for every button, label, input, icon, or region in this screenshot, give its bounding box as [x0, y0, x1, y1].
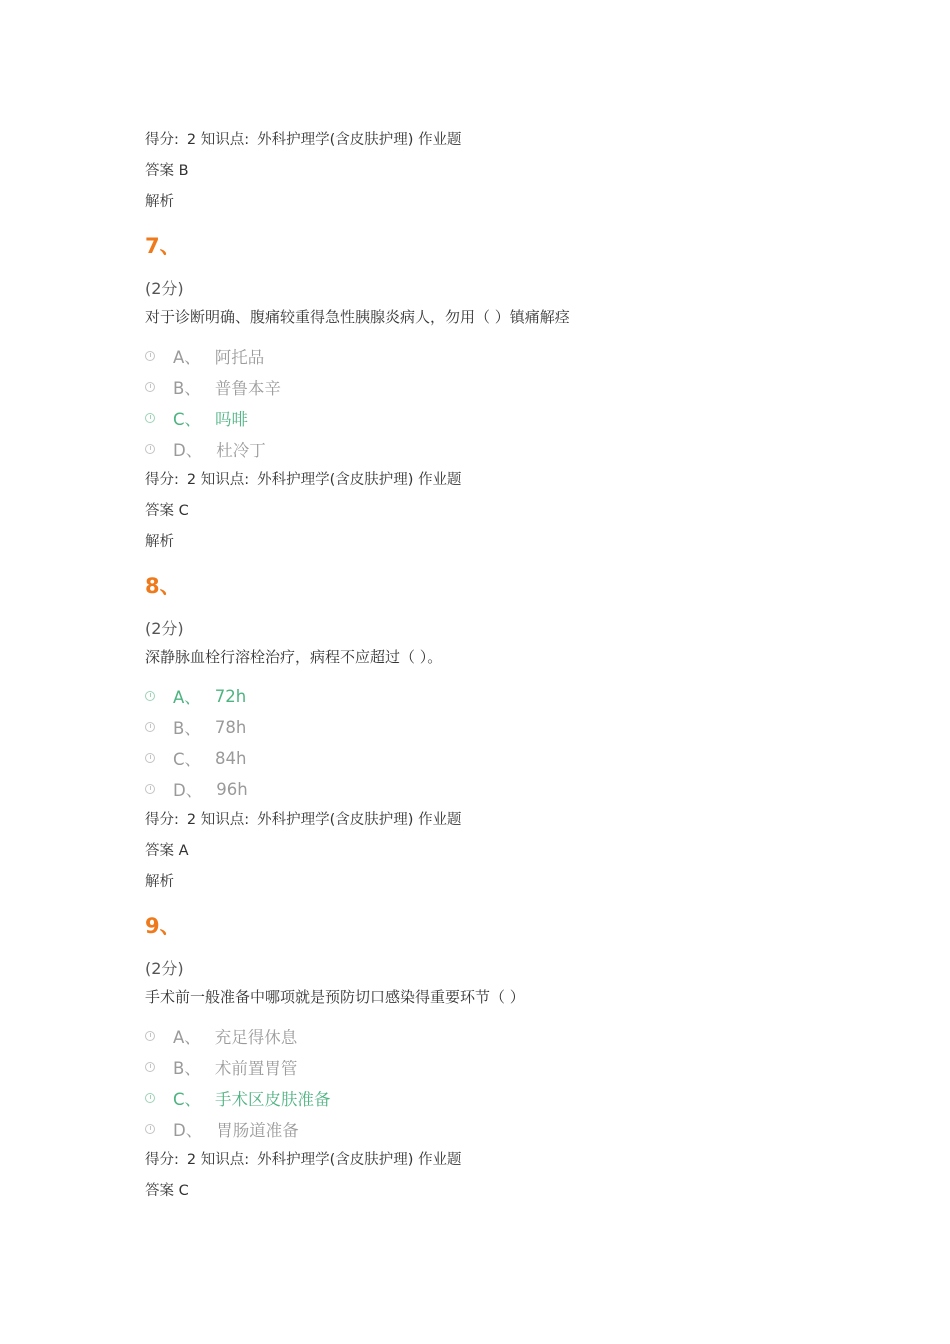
option-c[interactable] — [145, 746, 246, 770]
option-text: 72h — [214, 686, 247, 706]
answer-line: 答案 A — [145, 843, 189, 859]
knowledge-point-value: 外科护理学(含皮肤护理) — [257, 472, 414, 488]
analysis-label: 解析 — [145, 534, 174, 550]
knowledge-point-label: 知识点: — [200, 472, 250, 488]
score-line — [145, 808, 462, 829]
option-letter: A、 — [173, 348, 201, 367]
knowledge-point-value: 外科护理学(含皮肤护理) — [257, 812, 414, 828]
option-text: 84h — [215, 748, 247, 768]
question-type: 作业题 — [418, 132, 462, 148]
question-number: 9、 — [145, 914, 181, 938]
analysis-label: 解析 — [145, 194, 174, 210]
radio-icon[interactable] — [145, 1093, 155, 1103]
question-stem: 对于诊断明确、腹痛较重得急性胰腺炎病人，勿用（ ）镇痛解痉 — [145, 308, 570, 326]
option-a[interactable] — [145, 1024, 297, 1048]
radio-icon[interactable] — [145, 784, 155, 794]
option-letter: A、 — [173, 688, 201, 707]
radio-icon[interactable] — [145, 351, 155, 361]
knowledge-point-value: 外科护理学(含皮肤护理) — [257, 132, 414, 148]
score-label: 得分: — [145, 472, 179, 488]
radio-icon[interactable] — [145, 413, 155, 423]
option-a[interactable] — [145, 344, 264, 368]
option-letter: B、 — [173, 1059, 201, 1078]
option-letter: D、 — [173, 441, 203, 460]
answer-line: 答案 B — [145, 163, 189, 179]
score-value: 2 — [186, 1152, 197, 1168]
answer-line: 答案 C — [145, 1183, 189, 1199]
radio-icon[interactable] — [145, 691, 155, 701]
question-score: (2分) — [145, 619, 184, 638]
radio-icon[interactable] — [145, 1062, 155, 1072]
radio-icon[interactable] — [145, 1031, 155, 1041]
option-letter: D、 — [173, 1121, 203, 1140]
option-c-correct[interactable] — [145, 406, 248, 430]
option-text: 胃肠道准备 — [216, 1121, 299, 1140]
option-text: 充足得休息 — [214, 1028, 298, 1047]
option-a-correct[interactable] — [145, 684, 246, 708]
option-d[interactable] — [145, 1117, 299, 1141]
knowledge-point-label: 知识点: — [200, 812, 250, 828]
score-value: 2 — [186, 472, 197, 488]
score-value: 2 — [186, 132, 197, 148]
question-type: 作业题 — [418, 812, 462, 828]
option-text: 术前置胃管 — [214, 1059, 298, 1078]
option-letter: B、 — [173, 719, 201, 738]
score-label: 得分: — [145, 812, 179, 828]
score-line — [145, 468, 462, 489]
option-letter: A、 — [173, 1028, 201, 1047]
option-text: 96h — [216, 779, 248, 799]
radio-icon[interactable] — [145, 444, 155, 454]
score-label: 得分: — [145, 132, 179, 148]
radio-icon[interactable] — [145, 753, 155, 763]
question-type: 作业题 — [418, 472, 462, 488]
question-number: 8、 — [145, 574, 181, 598]
option-b[interactable] — [145, 1055, 297, 1079]
answer-line: 答案 C — [145, 503, 189, 519]
radio-icon[interactable] — [145, 382, 155, 392]
question-stem: 手术前一般准备中哪项就是预防切口感染得重要环节（ ） — [145, 988, 525, 1006]
option-text: 78h — [214, 717, 247, 737]
knowledge-point-value: 外科护理学(含皮肤护理) — [257, 1152, 414, 1168]
score-label: 得分: — [145, 1152, 179, 1168]
option-d[interactable] — [145, 437, 266, 461]
option-text: 普鲁本辛 — [214, 379, 281, 398]
radio-icon[interactable] — [145, 1124, 155, 1134]
option-letter: B、 — [173, 379, 201, 398]
radio-icon[interactable] — [145, 722, 155, 732]
option-b[interactable] — [145, 375, 281, 399]
option-text: 吗啡 — [215, 410, 249, 429]
option-letter: C、 — [173, 410, 202, 429]
option-letter: C、 — [173, 750, 202, 769]
knowledge-point-label: 知识点: — [200, 132, 250, 148]
option-text: 阿托品 — [214, 348, 265, 367]
score-line — [145, 128, 462, 149]
question-score: (2分) — [145, 279, 184, 298]
question-score: (2分) — [145, 959, 184, 978]
score-line — [145, 1148, 462, 1169]
option-b[interactable] — [145, 715, 246, 739]
option-d[interactable] — [145, 777, 248, 801]
option-c-correct[interactable] — [145, 1086, 331, 1110]
option-text: 杜冷丁 — [216, 441, 266, 460]
question-stem: 深静脉血栓行溶栓治疗，病程不应超过（ ）。 — [145, 648, 443, 666]
option-text: 手术区皮肤准备 — [215, 1090, 331, 1109]
option-letter: D、 — [173, 781, 203, 800]
question-number: 7、 — [145, 234, 181, 258]
knowledge-point-label: 知识点: — [200, 1152, 250, 1168]
score-value: 2 — [186, 812, 197, 828]
analysis-label: 解析 — [145, 874, 174, 890]
option-letter: C、 — [173, 1090, 202, 1109]
question-type: 作业题 — [418, 1152, 462, 1168]
